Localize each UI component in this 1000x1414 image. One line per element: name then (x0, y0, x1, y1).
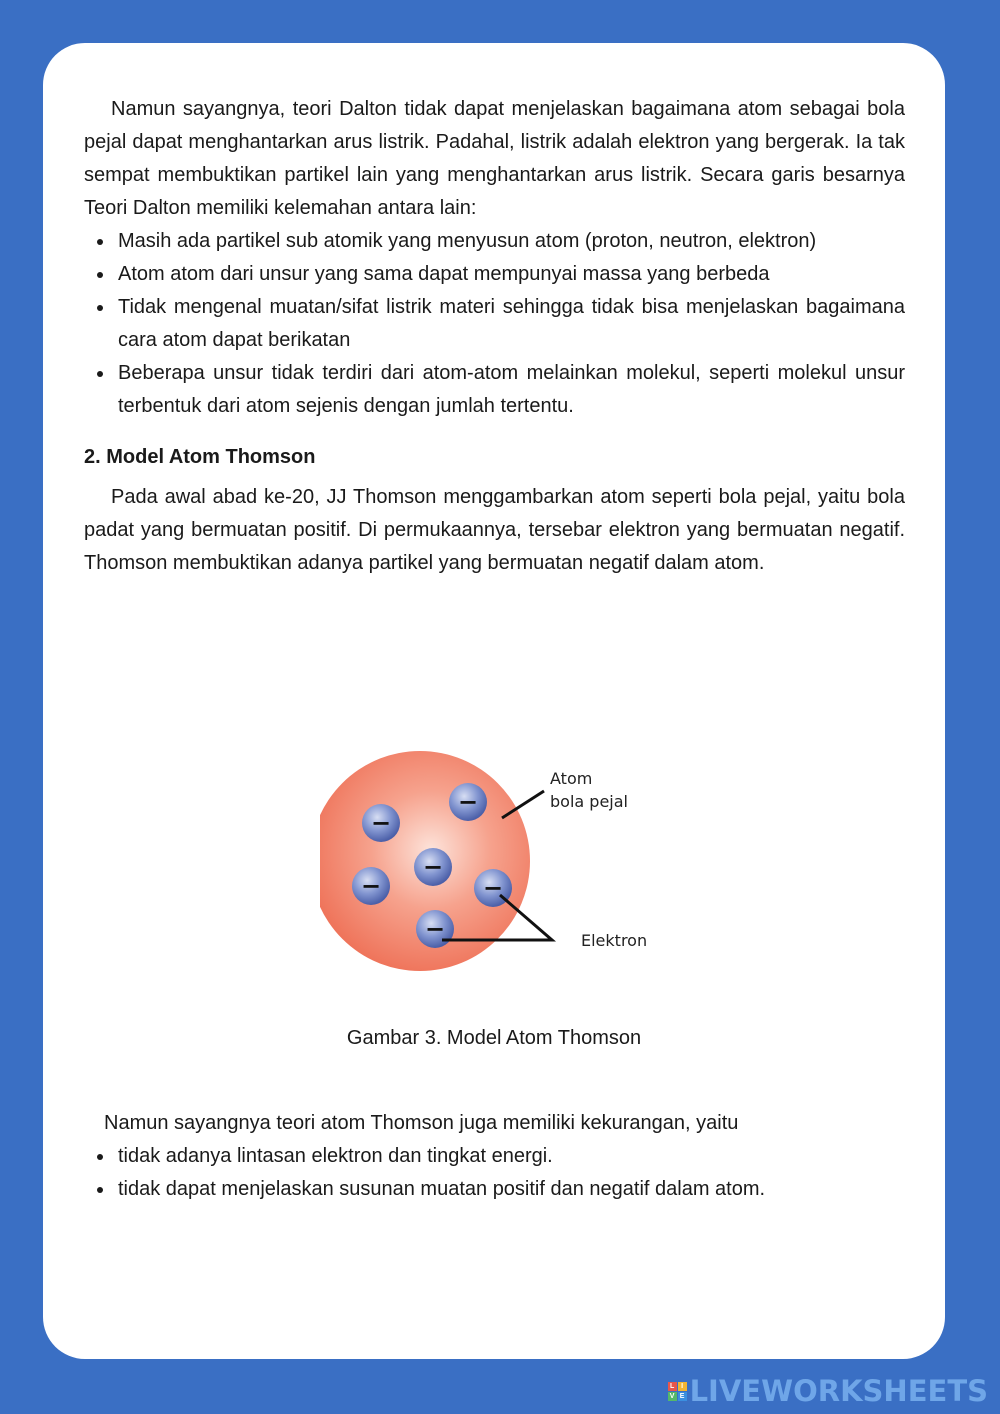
bottom-content (84, 1107, 905, 1206)
closing-paragraph: Namun sayangnya teori atom Thomson juga memiliki kekurangan, yaitu (104, 1112, 739, 1134)
svg-text:−: − (422, 853, 444, 881)
svg-text:−: − (457, 788, 479, 816)
list-item: tidak dapat menjelaskan susunan muatan positif dan negatif dalam atom. (118, 1173, 905, 1206)
dalton-weaknesses-list (84, 225, 905, 423)
main-content (84, 93, 905, 580)
list-item: Atom atom dari unsur yang sama dapat mempunyai massa yang berbeda (118, 258, 905, 291)
list-item: tidak adanya lintasan elektron dan tingkat energi. (118, 1140, 905, 1173)
list-item: Masih ada partikel sub atomik yang menyusun atom (proton, neutron, elektron) (118, 225, 905, 258)
electron (414, 848, 452, 886)
electron (416, 910, 454, 948)
label-electron: Elektron (581, 931, 648, 950)
logo-blocks-icon: L I V E (668, 1382, 687, 1401)
liveworksheets-logo (668, 1374, 988, 1408)
electron (362, 804, 400, 842)
thomson-atom-figure (320, 745, 680, 977)
figure-caption: Gambar 3. Model Atom Thomson (346, 1027, 642, 1049)
intro-paragraph: Namun sayangnya, teori Dalton tidak dapat menjelaskan bagaimana atom sebagai bola pejal dapat menghantarkan arus listrik. Padahal, listrik adalah elektron yang bergerak. Ia tak sempat membuktikan partikel lain yang menghantarkan arus listrik. Secara garis besarnya Teori Dalton memiliki kelemahan antara lain: (84, 98, 905, 219)
svg-text:−: − (370, 809, 392, 837)
thomson-paragraph: Pada awal abad ke-20, JJ Thomson menggambarkan atom seperti bola pejal, yaitu bola padat yang bermuatan positif. Di permukaannya, tersebar elektron yang bermuatan negatif. Thomson membuktikan adanya partikel yang bermuatan negatif dalam atom. (84, 486, 905, 574)
svg-text:−: − (482, 874, 504, 902)
svg-text:−: − (424, 915, 446, 943)
label-atom: Atom (550, 769, 593, 788)
svg-text:−: − (360, 872, 382, 900)
thomson-atom-diagram (320, 745, 680, 977)
section-heading: 2. Model Atom Thomson (84, 446, 316, 468)
list-item: Beberapa unsur tidak terdiri dari atom-atom melainkan molekul, seperti molekul unsur terbentuk dari atom sejenis dengan jumlah tertentu. (118, 357, 905, 423)
label-bola-pejal: bola pejal (550, 792, 628, 811)
electron (352, 867, 390, 905)
electron (449, 783, 487, 821)
logo-text: LIVEWORKSHEETS (689, 1374, 988, 1408)
thomson-weaknesses-list (84, 1140, 905, 1206)
list-item: Tidak mengenal muatan/sifat listrik materi sehingga tidak bisa menjelaskan bagaimana cara atom dapat berikatan (118, 291, 905, 357)
